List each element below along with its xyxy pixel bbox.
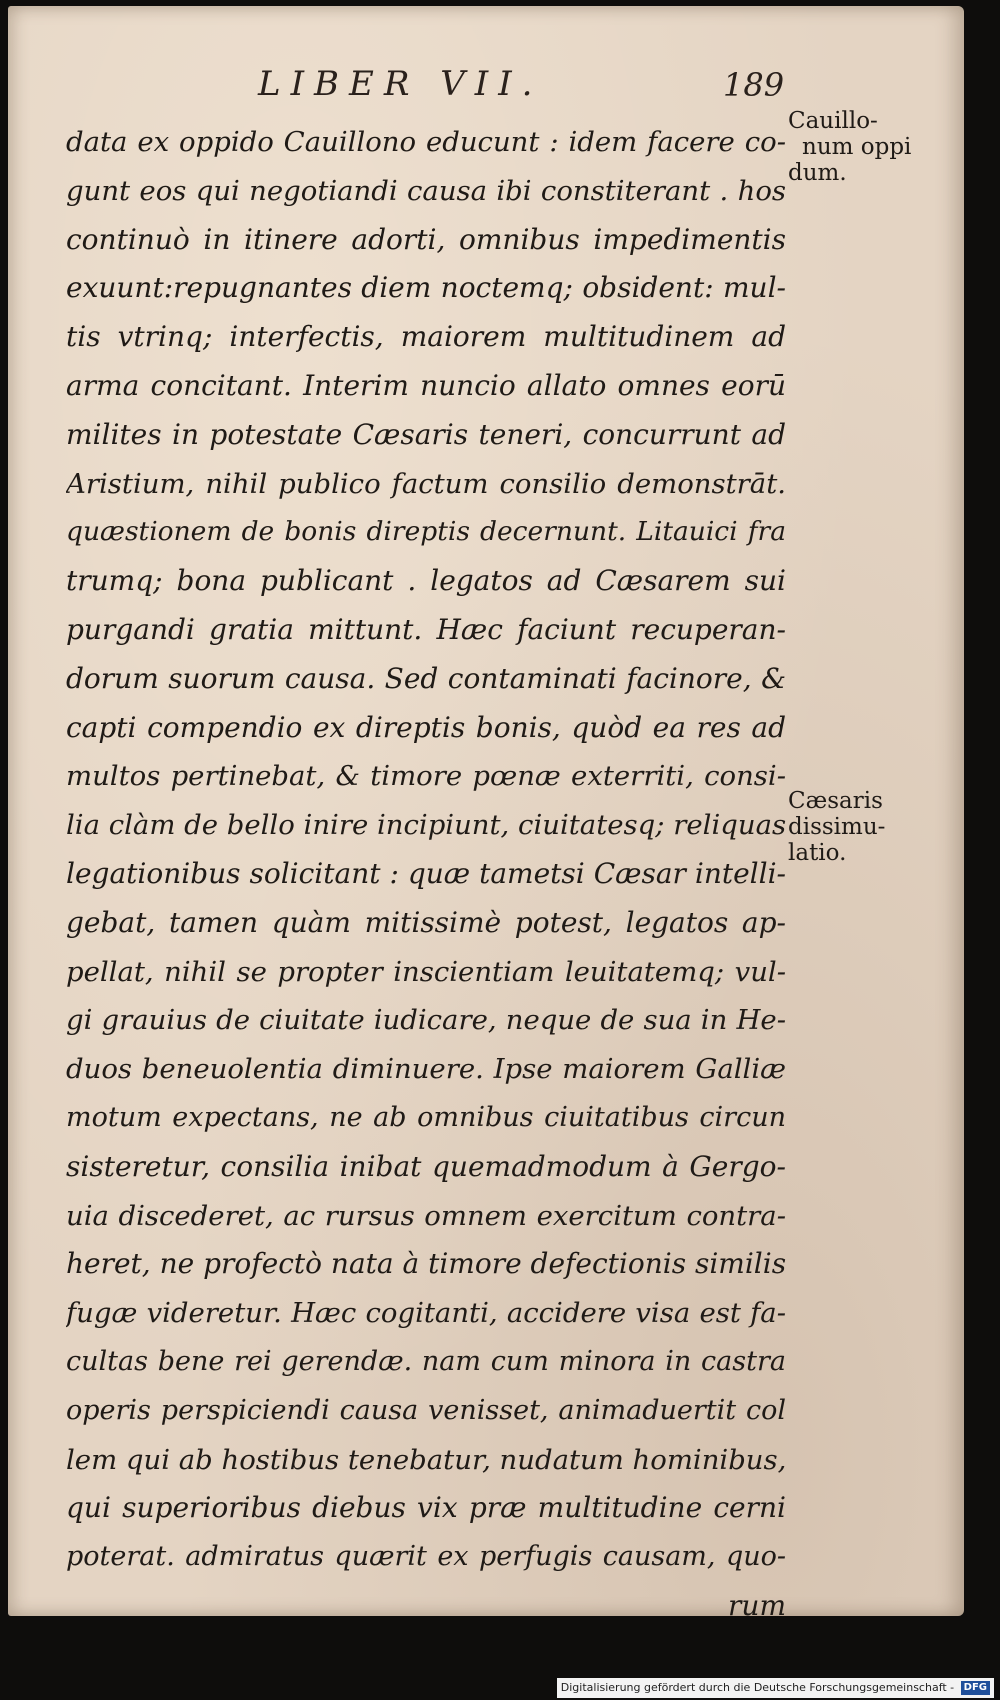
marginal-note-line: Cæsaris: [788, 788, 883, 814]
text-line: lia clàm de bello inire incipiunt, ciuitatesq; reliquas: [66, 809, 786, 842]
text-line: capti compendio ex direptis bonis, quòd ea res ad: [66, 710, 786, 744]
text-line: pellat, nihil se propter inscientiam leuitatemq; vul-: [66, 955, 786, 988]
marginal-note-caesaris: [788, 788, 885, 866]
text-line: lem qui ab hostibus tenebatur, nudatum hominibus,: [66, 1443, 786, 1476]
text-line: operis perspiciendi causa venisset, animaduertit col: [66, 1394, 786, 1426]
text-line: uia discederet, ac rursus omnem exercitum contra-: [66, 1199, 786, 1232]
digitization-credit: [557, 1678, 994, 1698]
text-line: poterat. admiratus quærit ex perfugis causam, quo-: [66, 1541, 786, 1573]
text-line: sisteretur, consilia inibat quemadmodum à Gergo-: [66, 1149, 786, 1183]
marginal-note-cauillonum: [788, 108, 911, 186]
body-text: [66, 118, 786, 1631]
text-line: milites in potestate Cæsaris teneri, concurrunt ad: [66, 417, 786, 451]
text-line: tis vtrinq; interfectis, maiorem multitudinem ad: [66, 320, 786, 354]
text-line: quæstionem de bonis direptis decernunt. Litauici fra: [66, 516, 786, 548]
text-line: arma concitant. Interim nuncio allato omnes eorū: [66, 368, 786, 402]
text-line: exuunt:repugnantes diem noctemq; obsident: mul-: [66, 271, 786, 305]
page-number: 189: [723, 66, 785, 104]
text-line: dorum suorum causa. Sed contaminati facinore, &: [66, 661, 786, 695]
text-line: legationibus solicitant : quæ tametsi Cæsar intelli-: [66, 856, 786, 890]
marginal-note-line: num oppi: [802, 134, 912, 160]
book-page: [8, 6, 964, 1622]
text-line: motum expectans, ne ab omnibus ciuitatibus circun: [66, 1101, 786, 1133]
text-line: duos beneuolentia diminuere. Ipse maiorem Galliæ: [66, 1053, 786, 1086]
dfg-logo: DFG: [961, 1681, 990, 1695]
text-line: multos pertinebat, & timore pœnæ exterriti, consi-: [66, 760, 786, 793]
text-line: Aristium, nihil publico factum consilio demonstrāt.: [66, 467, 786, 500]
marginal-note-line: Cauillo-: [788, 108, 878, 134]
text-line: gi grauius de ciuitate iudicare, neque de sua in He-: [66, 1004, 786, 1037]
text-line: continuò in itinere adorti, omnibus impedimentis: [66, 222, 786, 256]
text-line: trumq; bona publicant . legatos ad Cæsarem sui: [66, 564, 786, 598]
marginal-note-line: dum.: [788, 160, 847, 186]
text-line: data ex oppido Cauillono educunt : idem facere co-: [66, 126, 786, 158]
running-head: LIBER VII.: [258, 64, 543, 104]
marginal-note-line: latio.: [788, 840, 847, 866]
text-line: rum: [728, 1588, 786, 1622]
text-line: cultas bene rei gerendæ. nam cum minora in castra: [66, 1345, 786, 1377]
marginal-note-line: dissimu-: [788, 814, 886, 840]
text-line: purgandi gratia mittunt. Hæc faciunt recuperan-: [66, 612, 786, 646]
text-line: fugæ videretur. Hæc cogitanti, accidere visa est fa-: [66, 1297, 786, 1330]
text-line: gunt eos qui negotiandi causa ibi constiterant . hos: [66, 174, 786, 207]
credit-text: Digitalisierung gefördert durch die Deutsche Forschungsgemeinschaft -: [560, 1681, 955, 1694]
text-line: heret, ne profectò nata à timore defectionis similis: [66, 1247, 786, 1281]
text-line: qui superioribus diebus vix præ multitudine cerni: [66, 1491, 786, 1525]
text-line: gebat, tamen quàm mitissimè potest, legatos ap-: [66, 905, 786, 939]
